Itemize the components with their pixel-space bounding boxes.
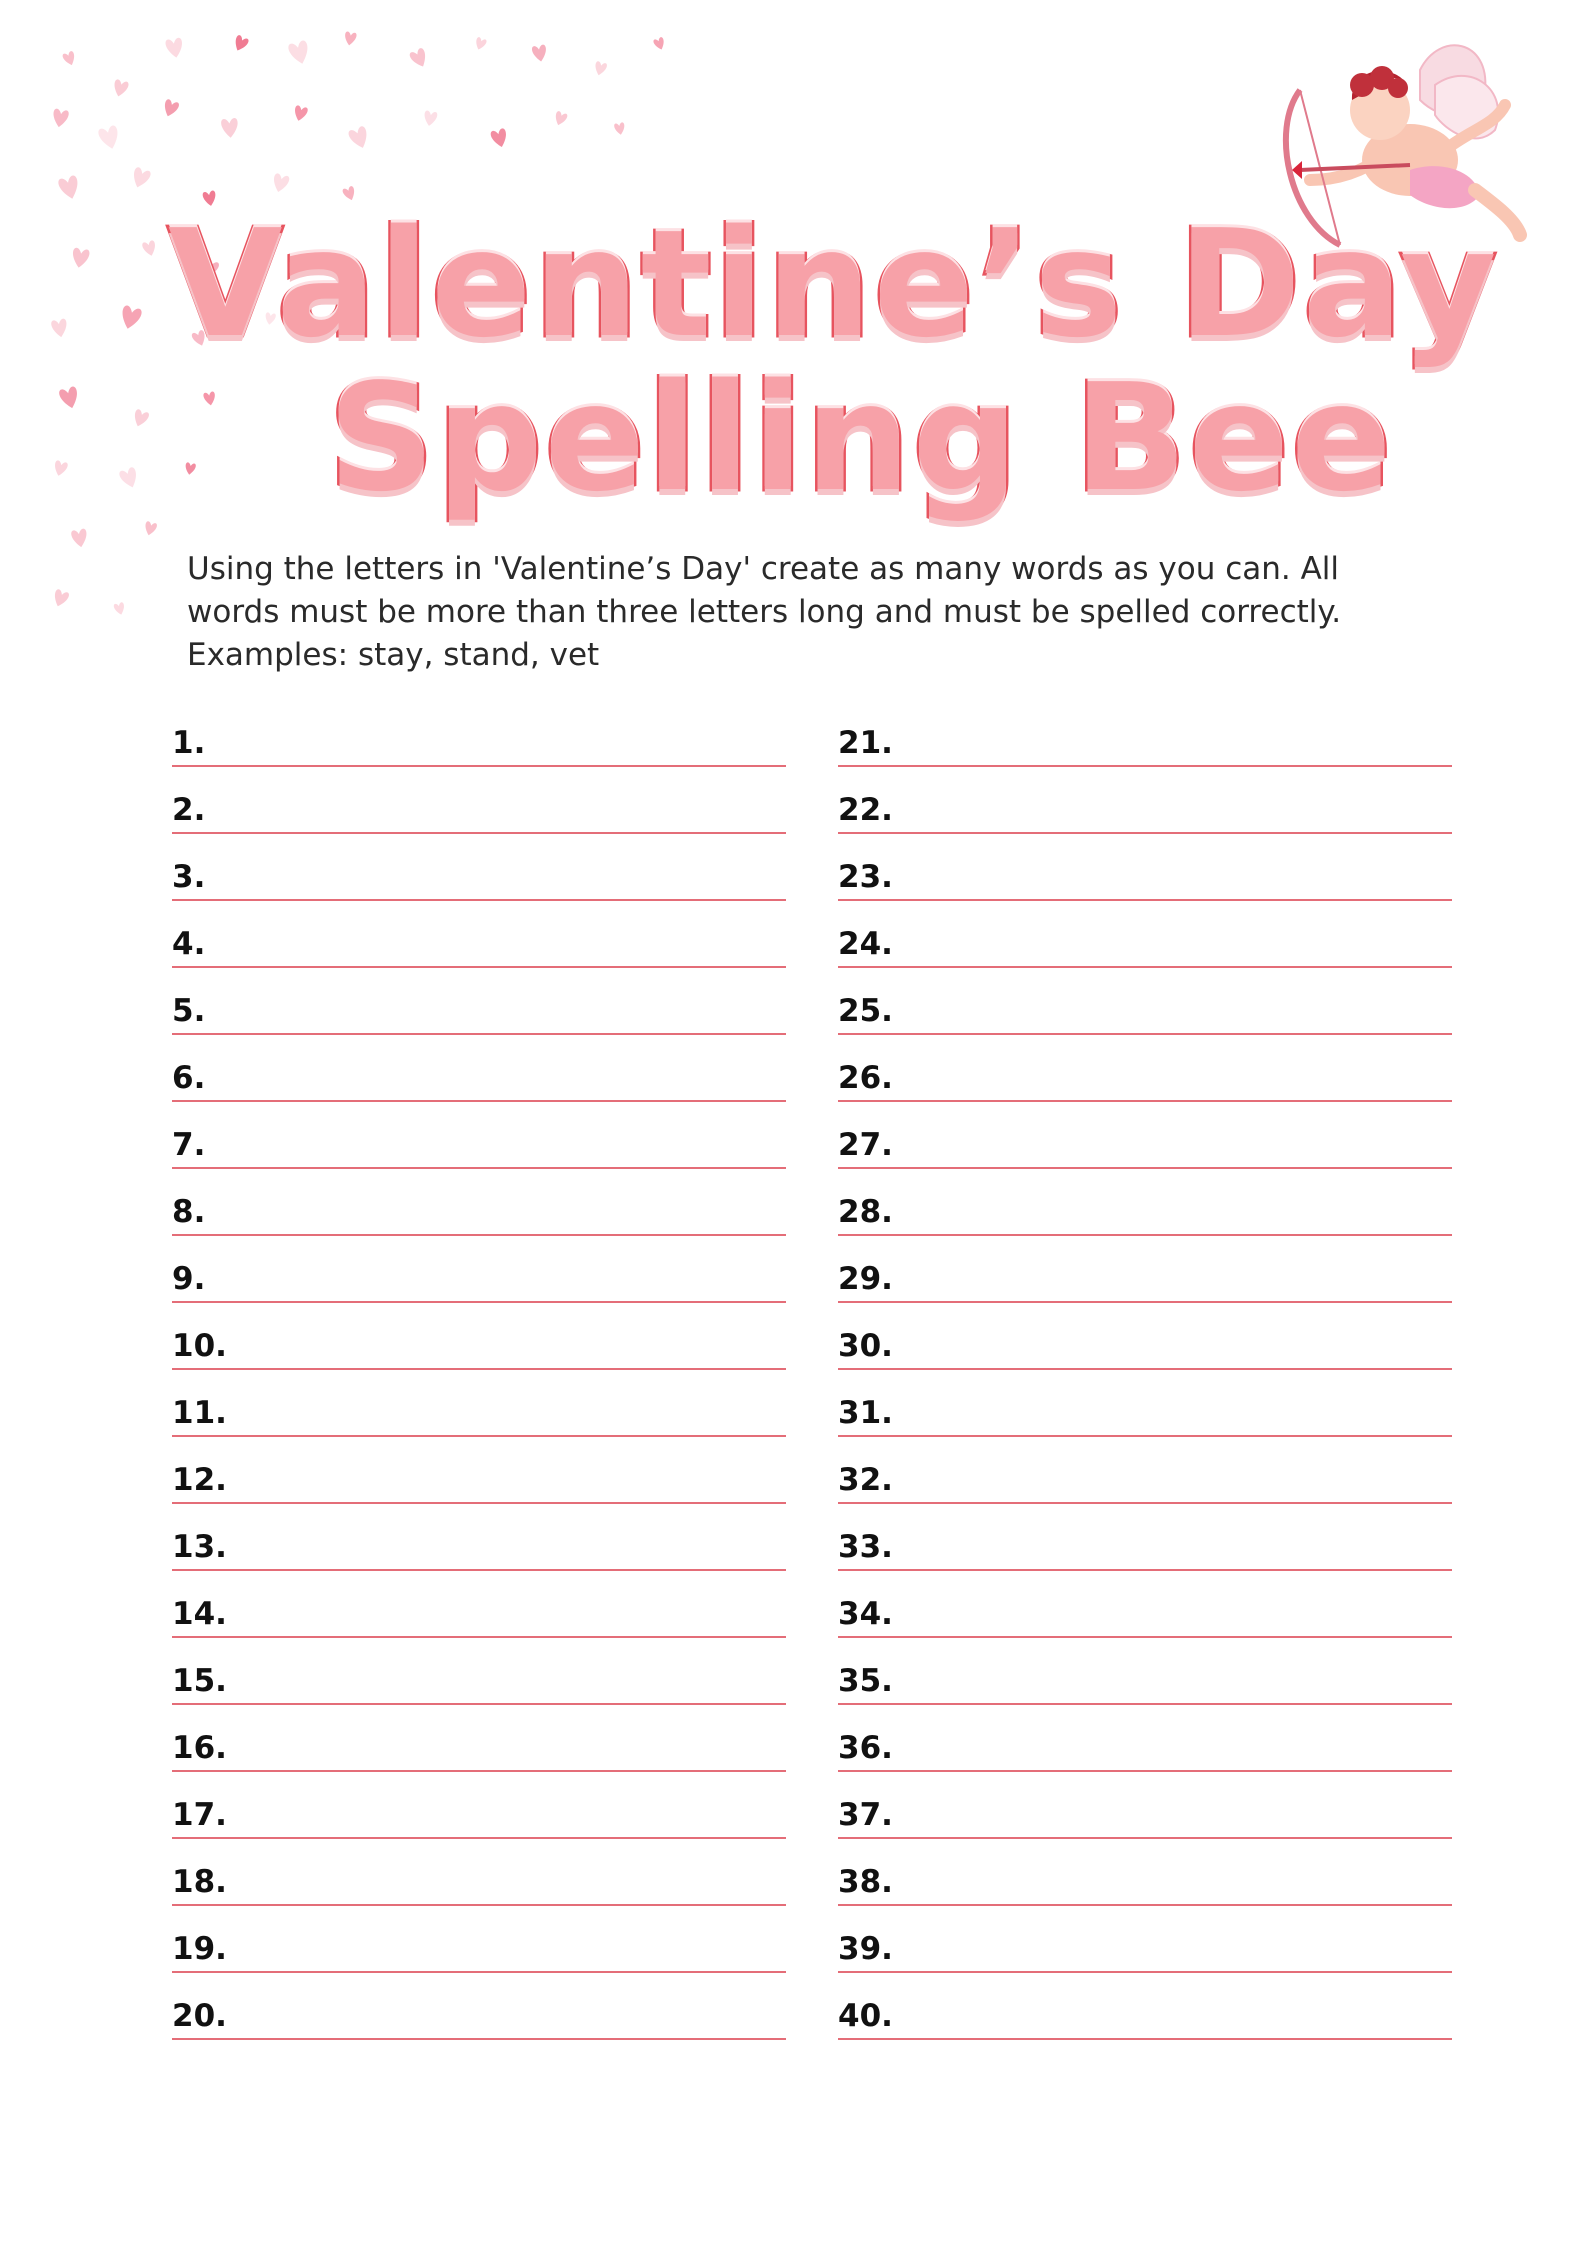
answer-number: 35. <box>838 1663 893 1699</box>
heart-icon <box>614 122 626 135</box>
answer-number: 18. <box>172 1864 227 1900</box>
answer-line[interactable] <box>172 968 786 1035</box>
answer-number: 21. <box>838 725 893 761</box>
answer-number: 8. <box>172 1194 206 1230</box>
answer-line[interactable] <box>838 1102 1452 1169</box>
heart-icon <box>271 173 290 194</box>
answer-number: 31. <box>838 1395 893 1431</box>
heart-icon <box>653 37 667 52</box>
answer-line[interactable] <box>838 1772 1452 1839</box>
heart-icon <box>531 44 548 63</box>
answer-number: 13. <box>172 1529 227 1565</box>
heart-icon <box>165 37 185 59</box>
heart-icon <box>423 110 438 127</box>
answer-line[interactable] <box>838 968 1452 1035</box>
answer-line[interactable] <box>838 1303 1452 1370</box>
answer-line[interactable] <box>838 1169 1452 1236</box>
answer-line[interactable] <box>838 1504 1452 1571</box>
answer-column-right <box>838 700 1452 2040</box>
answer-line[interactable] <box>172 1437 786 1504</box>
page-title-line-2: Spelling Bee <box>328 352 1394 524</box>
heart-icon <box>474 37 488 52</box>
heart-icon <box>112 79 130 98</box>
heart-icon <box>51 108 69 128</box>
heart-icon <box>232 34 250 53</box>
heart-icon <box>97 125 121 151</box>
answer-line[interactable] <box>172 1370 786 1437</box>
answer-line[interactable] <box>838 1035 1452 1102</box>
answer-number: 2. <box>172 792 206 828</box>
answer-number: 40. <box>838 1998 893 2034</box>
answer-line[interactable] <box>838 1906 1452 1973</box>
answer-line[interactable] <box>838 834 1452 901</box>
answer-number: 4. <box>172 926 206 962</box>
answer-number: 38. <box>838 1864 893 1900</box>
heart-icon <box>593 61 607 77</box>
heart-icon <box>113 602 126 616</box>
answer-line[interactable] <box>838 1437 1452 1504</box>
answer-line[interactable] <box>172 1906 786 1973</box>
answer-line[interactable] <box>172 834 786 901</box>
answer-number: 16. <box>172 1730 227 1766</box>
answer-number: 39. <box>838 1931 893 1967</box>
answer-column-left <box>172 700 786 2040</box>
answer-line[interactable] <box>172 1839 786 1906</box>
heart-icon <box>287 40 311 66</box>
heart-icon <box>221 118 239 139</box>
heart-icon <box>347 125 371 151</box>
heart-icon <box>51 588 70 608</box>
answer-line[interactable] <box>838 700 1452 767</box>
answer-line[interactable] <box>172 1102 786 1169</box>
answer-line[interactable] <box>838 1370 1452 1437</box>
instructions-text: Using the letters in 'Valentine’s Day' create as many words as you can. All words must be more than three letters long and must be spelled correctly. Examples: stay, stand, vet <box>187 551 1342 673</box>
answer-line[interactable] <box>838 1571 1452 1638</box>
answer-number: 37. <box>838 1797 893 1833</box>
answer-line[interactable] <box>838 1638 1452 1705</box>
answer-number: 19. <box>172 1931 227 1967</box>
answer-number: 9. <box>172 1261 206 1297</box>
answer-line[interactable] <box>172 700 786 767</box>
heart-icon <box>409 47 430 70</box>
answer-number: 32. <box>838 1462 893 1498</box>
heart-icon <box>343 31 357 46</box>
heart-icon <box>553 111 568 127</box>
answer-number: 7. <box>172 1127 206 1163</box>
heart-icon <box>161 98 180 118</box>
answer-line[interactable] <box>172 1035 786 1102</box>
answer-line[interactable] <box>172 1303 786 1370</box>
answer-number: 11. <box>172 1395 227 1431</box>
answer-number: 33. <box>838 1529 893 1565</box>
answer-line[interactable] <box>172 1973 786 2040</box>
answer-number: 28. <box>838 1194 893 1230</box>
answer-number: 17. <box>172 1797 227 1833</box>
answer-number: 36. <box>838 1730 893 1766</box>
answer-line[interactable] <box>172 901 786 968</box>
answer-line[interactable] <box>838 1705 1452 1772</box>
answer-number: 20. <box>172 1998 227 2034</box>
answer-number: 26. <box>838 1060 893 1096</box>
answer-line[interactable] <box>172 1705 786 1772</box>
answer-number: 24. <box>838 926 893 962</box>
heart-icon <box>490 128 509 149</box>
page-title-line-1: Valentine’s Day <box>168 198 1499 370</box>
answer-number: 5. <box>172 993 206 1029</box>
answer-number: 23. <box>838 859 893 895</box>
heart-icon <box>130 166 152 190</box>
answer-number: 29. <box>838 1261 893 1297</box>
answer-line[interactable] <box>838 1236 1452 1303</box>
answer-line[interactable] <box>838 1973 1452 2040</box>
answer-line[interactable] <box>172 1772 786 1839</box>
answer-line[interactable] <box>838 767 1452 834</box>
answer-number: 34. <box>838 1596 893 1632</box>
answer-line[interactable] <box>172 1571 786 1638</box>
heart-icon <box>292 105 308 123</box>
answer-line[interactable] <box>838 901 1452 968</box>
answer-line[interactable] <box>838 1839 1452 1906</box>
answer-number: 22. <box>838 792 893 828</box>
answer-number: 25. <box>838 993 893 1029</box>
answer-line[interactable] <box>172 767 786 834</box>
answer-number: 3. <box>172 859 206 895</box>
answer-number: 15. <box>172 1663 227 1699</box>
answer-number: 1. <box>172 725 206 761</box>
answer-number: 30. <box>838 1328 893 1364</box>
answer-number: 27. <box>838 1127 893 1163</box>
answer-number: 6. <box>172 1060 206 1096</box>
answer-line[interactable] <box>172 1504 786 1571</box>
answer-number: 12. <box>172 1462 227 1498</box>
heart-icon <box>71 528 89 548</box>
answer-line[interactable] <box>172 1638 786 1705</box>
answer-number: 10. <box>172 1328 227 1364</box>
answer-number: 14. <box>172 1596 227 1632</box>
answer-line[interactable] <box>172 1169 786 1236</box>
answer-line[interactable] <box>172 1236 786 1303</box>
heart-icon <box>62 51 77 67</box>
